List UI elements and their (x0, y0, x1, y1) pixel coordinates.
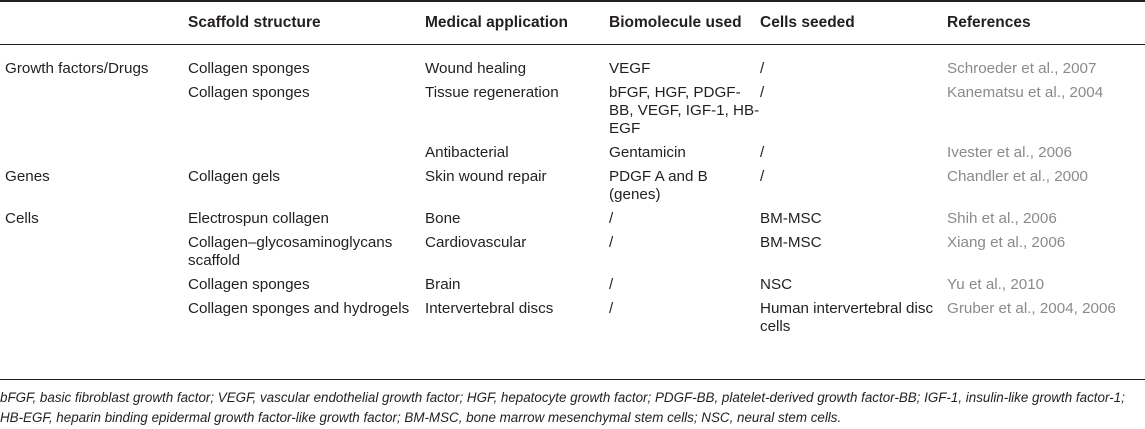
cell-biomolecule: / (609, 234, 614, 251)
cell-scaffold-structure: Collagen sponges (188, 84, 310, 101)
cell-scaffold-structure: Collagen–glycosaminoglycans scaffold (188, 234, 393, 269)
cell-cells-seeded: BM-MSC (760, 210, 822, 227)
header-cells-seeded: Cells seeded (760, 13, 855, 31)
header-scaffold-structure: Scaffold structure (188, 13, 321, 31)
cell-biomolecule: Gentamicin (609, 144, 686, 161)
table-row (0, 138, 1145, 162)
cell-scaffold-structure (188, 138, 425, 162)
cell-reference: Chandler et al., 2000 (947, 168, 1089, 185)
cell-cells-seeded: Human intervertebral disc cells (760, 300, 934, 335)
cell-reference: Yu et al., 2010 (947, 276, 1045, 293)
table-row (0, 78, 1145, 138)
cell-biomolecule: bFGF, HGF, PDGF-BB, VEGF, IGF-1, HB-EGF (609, 84, 760, 137)
table-row (0, 294, 1145, 336)
table-row (0, 228, 1145, 270)
cell-medical-application: Wound healing (425, 60, 527, 77)
cell-reference: Ivester et al., 2006 (947, 144, 1072, 161)
table-row (0, 270, 1145, 294)
table-row (0, 204, 1145, 228)
cell-scaffold-structure: Collagen sponges and hydrogels (188, 300, 410, 317)
cell-category: Genes (5, 168, 50, 185)
cell-reference: Schroeder et al., 2007 (947, 60, 1097, 77)
table-footnote: bFGF, basic fibroblast growth factor; VEGF, vascular endothelial growth factor; HGF, hepatocyte growth factor; PDGF-BB, platelet-derived growth factor-BB; IGF-1, insulin-like growth factor-1; HB-EGF, heparin binding epidermal growth factor-like growth factor; BM-MSC, bone marrow mesenchymal stem cells; NSC, neural stem cells. (0, 390, 1125, 425)
cell-reference: Kanematsu et al., 2004 (947, 84, 1104, 101)
cell-medical-application: Antibacterial (425, 144, 509, 161)
cell-biomolecule: PDGF A and B (genes) (609, 168, 708, 203)
cell-cells-seeded: / (760, 144, 765, 161)
cell-scaffold-structure: Collagen sponges (188, 276, 310, 293)
cell-cells-seeded: NSC (760, 276, 793, 293)
cell-scaffold-structure: Collagen gels (188, 168, 281, 185)
header-category (0, 0, 188, 46)
cell-category (0, 78, 188, 138)
cell-medical-application: Intervertebral discs (425, 300, 554, 317)
cell-biomolecule: / (609, 210, 614, 227)
table-row (0, 162, 1145, 204)
cell-medical-application: Bone (425, 210, 461, 227)
cell-reference: Gruber et al., 2004, 2006 (947, 300, 1116, 317)
cell-cells-seeded: / (760, 84, 765, 101)
cell-scaffold-structure: Collagen sponges (188, 60, 310, 77)
cell-biomolecule: VEGF (609, 60, 651, 77)
bottom-rule (0, 379, 1145, 380)
cell-cells-seeded: / (760, 168, 765, 185)
cell-cells-seeded: / (760, 60, 765, 77)
cell-medical-application: Brain (425, 276, 461, 293)
cell-reference: Xiang et al., 2006 (947, 234, 1066, 251)
cell-medical-application: Tissue regeneration (425, 84, 559, 101)
header-row (0, 0, 1145, 46)
header-biomolecule-used: Biomolecule used (609, 13, 742, 31)
cell-category: Cells (5, 210, 39, 227)
cell-category (0, 294, 188, 336)
header-medical-application: Medical application (425, 13, 568, 31)
table-row (0, 46, 1145, 78)
cell-category (0, 138, 188, 162)
cell-biomolecule: / (609, 276, 614, 293)
cell-category (0, 228, 188, 270)
cell-cells-seeded: BM-MSC (760, 234, 822, 251)
cell-category: Growth factors/Drugs (5, 60, 149, 77)
cell-scaffold-structure: Electrospun collagen (188, 210, 329, 227)
cell-medical-application: Cardiovascular (425, 234, 527, 251)
cell-medical-application: Skin wound repair (425, 168, 547, 185)
cell-reference: Shih et al., 2006 (947, 210, 1057, 227)
header-references: References (947, 13, 1031, 31)
cell-category (0, 270, 188, 294)
cell-biomolecule: / (609, 300, 614, 317)
